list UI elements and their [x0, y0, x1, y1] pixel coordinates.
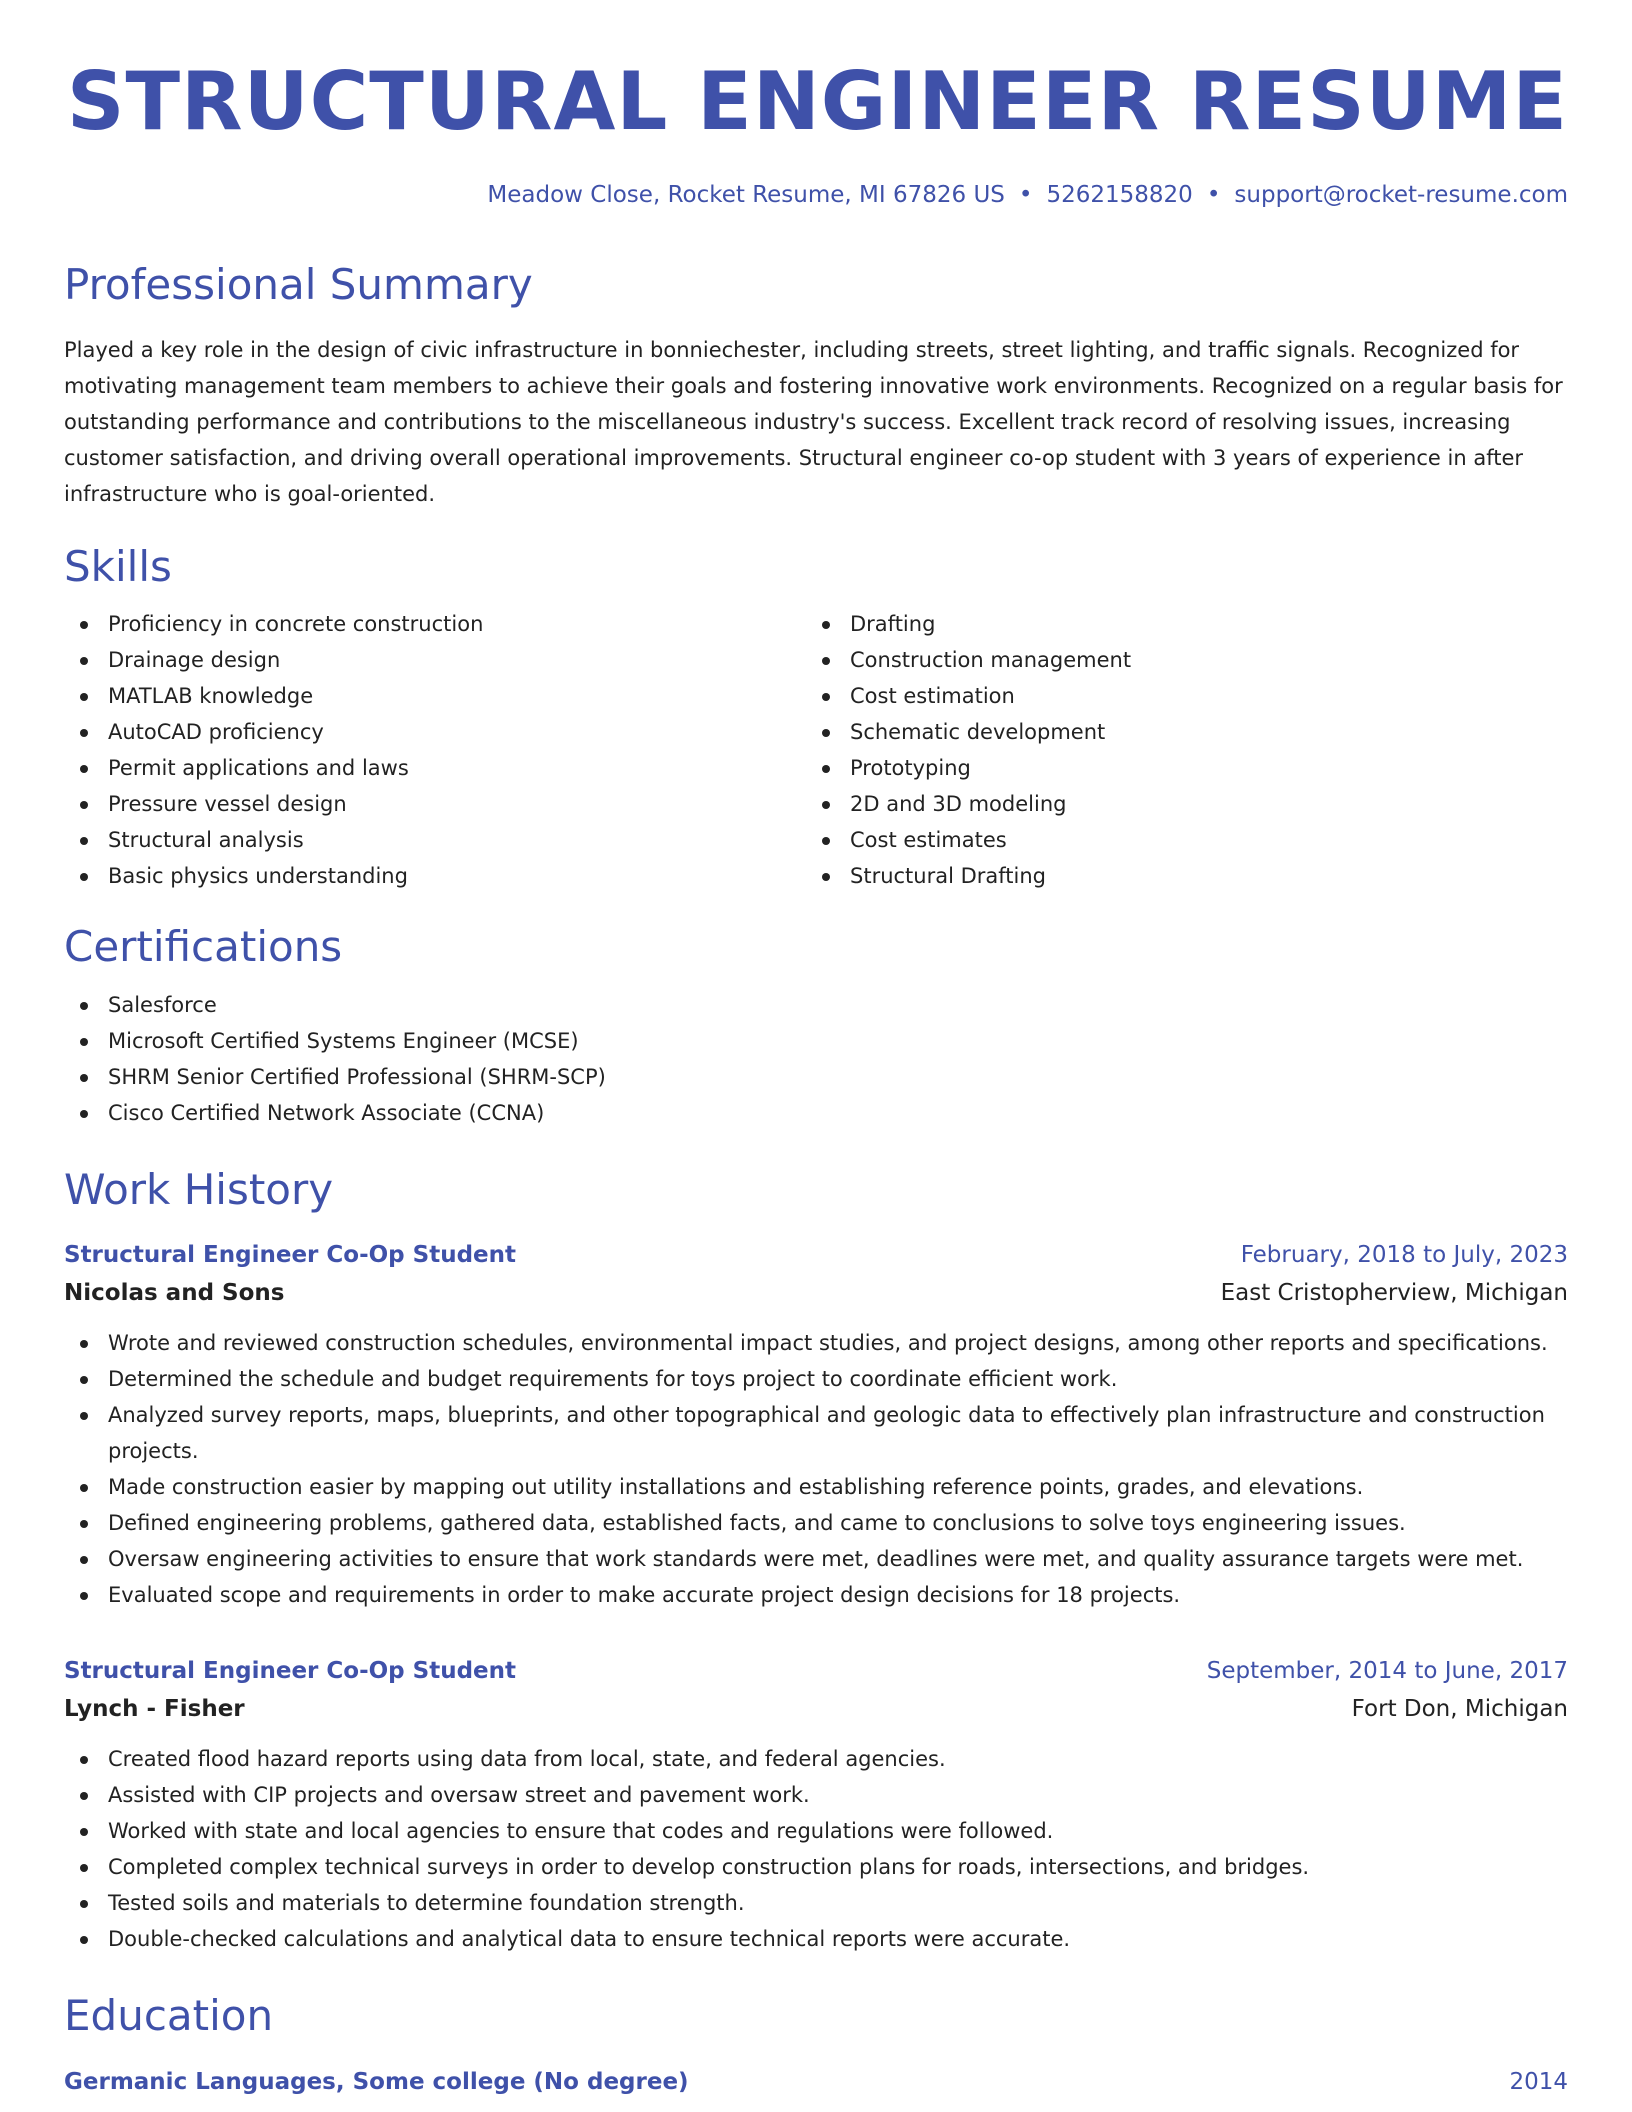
bullet-icon: [822, 765, 830, 773]
job-dates: February, 2018 to July, 2023: [1240, 1242, 1568, 1269]
skill-item: [806, 714, 1548, 750]
job-employer-row: [64, 1689, 1568, 1729]
skill-item-text: MATLAB knowledge: [108, 684, 314, 709]
skills-list-right: [806, 606, 1548, 894]
job-bullet: [64, 1741, 1568, 1777]
skill-item: [806, 822, 1548, 858]
bullet-icon: [80, 1936, 88, 1944]
job-bullet: [64, 1541, 1568, 1577]
skill-item-text: Structural analysis: [108, 828, 304, 853]
contact-separator: •: [1206, 182, 1221, 208]
skill-item-text: Pressure vessel design: [108, 792, 347, 817]
certification-item: [64, 1023, 1568, 1059]
skill-item-text: Permit applications and laws: [108, 756, 409, 781]
skill-item: [64, 822, 806, 858]
skill-item: [64, 786, 806, 822]
job-bullet-text: Analyzed survey reports, maps, blueprints, and other topographical and geologic data to effectively plan infrastructure and construction projects.: [108, 1403, 1545, 1464]
job-header-row: [64, 1237, 1568, 1273]
skill-item-text: Basic physics understanding: [108, 864, 408, 889]
job-bullet-text: Tested soils and materials to determine foundation strength.: [108, 1891, 745, 1916]
job-bullet-text: Double-checked calculations and analytical data to ensure technical reports were accurate.: [108, 1927, 1071, 1952]
job-bullet-text: Oversaw engineering activities to ensure that work standards were met, deadlines were met, and quality assurance targets were met.: [108, 1547, 1524, 1572]
bullet-icon: [80, 1412, 88, 1420]
work-history-heading: Work History: [64, 1164, 334, 1214]
certification-item: [64, 987, 1568, 1023]
skill-item-text: Prototyping: [850, 756, 971, 781]
contact-line: [64, 182, 1568, 210]
skill-item-text: Proficiency in concrete construction: [108, 612, 484, 637]
job-bullet-text: Worked with state and local agencies to ensure that codes and regulations were followed.: [108, 1819, 1054, 1844]
skill-item: [64, 750, 806, 786]
email-link[interactable]: support@rocket-resume.com: [1234, 182, 1568, 208]
bullet-icon: [822, 873, 830, 881]
phone: 5262158820: [1046, 182, 1193, 208]
job-header-row: [64, 1653, 1568, 1689]
bullet-icon: [822, 837, 830, 845]
skill-item: [806, 678, 1548, 714]
skills-column-left: [64, 606, 806, 894]
job-bullet-text: Determined the schedule and budget requirements for toys project to coordinate efficient work.: [108, 1367, 1118, 1392]
job-location: Fort Don, Michigan: [1351, 1696, 1568, 1723]
skill-item: [806, 858, 1548, 894]
skill-item: [64, 606, 806, 642]
skill-item-text: Cost estimation: [850, 684, 1015, 709]
bullet-icon: [80, 1520, 88, 1528]
bullet-icon: [80, 801, 88, 809]
bullet-icon: [822, 729, 830, 737]
job-bullet-text: Assisted with CIP projects and oversaw street and pavement work.: [108, 1783, 810, 1808]
job-bullets: [64, 1325, 1568, 1613]
job-employer-row: [64, 1273, 1568, 1313]
job-bullet-text: Made construction easier by mapping out utility installations and establishing reference points, grades, and elevations.: [108, 1475, 1364, 1500]
job-bullet: [64, 1577, 1568, 1613]
bullet-icon: [822, 693, 830, 701]
bullet-icon: [80, 657, 88, 665]
certification-item-text: Microsoft Certified Systems Engineer (MCSE): [108, 1028, 579, 1053]
certifications-list: [64, 987, 1568, 1131]
bullet-icon: [80, 1756, 88, 1764]
certification-item-text: SHRM Senior Certified Professional (SHRM-SCP): [108, 1064, 606, 1089]
skill-item-text: AutoCAD proficiency: [108, 720, 324, 745]
job-bullet: [64, 1921, 1568, 1957]
job-bullet: [64, 1469, 1568, 1505]
skill-item-text: Structural Drafting: [850, 864, 1047, 889]
skills-grid: [64, 606, 1568, 894]
certification-item-text: Salesforce: [108, 992, 217, 1017]
job-bullet-text: Created flood hazard reports using data from local, state, and federal agencies.: [108, 1747, 946, 1772]
bullet-icon: [822, 621, 830, 629]
summary-heading: Professional Summary: [64, 259, 533, 309]
job-company: Nicolas and Sons: [64, 1280, 285, 1307]
bullet-icon: [80, 1074, 88, 1082]
skill-item: [806, 786, 1548, 822]
skill-item: [64, 678, 806, 714]
bullet-icon: [822, 801, 830, 809]
skill-item: [806, 750, 1548, 786]
education-degree: Germanic Languages, Some college (No degree): [64, 2068, 689, 2095]
job-bullet: [64, 1849, 1568, 1885]
job-bullet: [64, 1885, 1568, 1921]
job-bullet: [64, 1777, 1568, 1813]
bullet-icon: [80, 1340, 88, 1348]
job-bullet: [64, 1505, 1568, 1541]
summary-text: Played a key role in the design of civic infrastructure in bonniechester, including streets, street lighting, and traffic signals. Recognized for motivating management team members to achieve their goals and fostering innovative work environments. Recognized on a regular basis for outstanding performance and contributions to the miscellaneous industry's success. Excellent track record of resolving issues, increasing customer satisfaction, and driving overall operational improvements. Structural engineer co-op student with 3 years of experience in after infrastructure who is goal-oriented.: [64, 337, 1563, 506]
job-bullet-text: Wrote and reviewed construction schedules, environmental impact studies, and project designs, among other reports and specifications.: [108, 1331, 1548, 1356]
bullet-icon: [80, 1556, 88, 1564]
education-year: 2014: [1509, 2068, 1568, 2095]
bullet-icon: [80, 1592, 88, 1600]
skill-item: [806, 642, 1548, 678]
skill-item-text: Drafting: [850, 612, 936, 637]
skills-column-right: [806, 606, 1548, 894]
bullet-icon: [80, 837, 88, 845]
skill-item: [64, 642, 806, 678]
certification-item: [64, 1059, 1568, 1095]
skill-item-text: 2D and 3D modeling: [850, 792, 1067, 817]
certifications-heading: Certifications: [64, 922, 343, 972]
job-entry: [64, 1653, 1568, 1957]
skill-item: [64, 858, 806, 894]
job-location: East Cristopherview, Michigan: [1220, 1280, 1568, 1307]
bullet-icon: [80, 1792, 88, 1800]
bullet-icon: [80, 1110, 88, 1118]
bullet-icon: [80, 693, 88, 701]
skill-item-text: Drainage design: [108, 648, 281, 673]
job-bullet: [64, 1813, 1568, 1849]
job-dates: September, 2014 to June, 2017: [1206, 1658, 1568, 1685]
job-entry: [64, 1237, 1568, 1613]
contact-separator: •: [1018, 182, 1033, 208]
bullet-icon: [822, 657, 830, 665]
job-bullets: [64, 1741, 1568, 1957]
bullet-icon: [80, 1376, 88, 1384]
job-bullet-text: Defined engineering problems, gathered data, established facts, and came to conclusions to solve toys engineering issues.: [108, 1511, 1406, 1536]
address: Meadow Close, Rocket Resume, MI 67826 US: [487, 182, 1005, 208]
certification-item-text: Cisco Certified Network Associate (CCNA): [108, 1100, 545, 1125]
skill-item-text: Schematic development: [850, 720, 1106, 745]
skills-heading: Skills: [64, 541, 172, 591]
resume-title: STRUCTURAL ENGINEER RESUME: [66, 55, 1568, 148]
bullet-icon: [80, 1900, 88, 1908]
bullet-icon: [80, 729, 88, 737]
job-bullet: [64, 1325, 1568, 1361]
job-bullet: [64, 1361, 1568, 1397]
job-title: Structural Engineer Co-Op Student: [64, 1242, 517, 1269]
skills-list-left: [64, 606, 806, 894]
job-title: Structural Engineer Co-Op Student: [64, 1658, 517, 1685]
skill-item: [806, 606, 1548, 642]
education-entry: [64, 2064, 1568, 2100]
bullet-icon: [80, 621, 88, 629]
bullet-icon: [80, 1864, 88, 1872]
bullet-icon: [80, 1828, 88, 1836]
job-company: Lynch - Fisher: [64, 1696, 245, 1723]
skill-item-text: Cost estimates: [850, 828, 1007, 853]
bullet-icon: [80, 765, 88, 773]
bullet-icon: [80, 1002, 88, 1010]
education-heading: Education: [64, 1991, 274, 2041]
skill-item-text: Construction management: [850, 648, 1132, 673]
bullet-icon: [80, 873, 88, 881]
job-bullet: [64, 1397, 1568, 1469]
job-bullet-text: Completed complex technical surveys in order to develop construction plans for roads, intersections, and bridges.: [108, 1855, 1310, 1880]
bullet-icon: [80, 1038, 88, 1046]
bullet-icon: [80, 1484, 88, 1492]
job-bullet-text: Evaluated scope and requirements in order to make accurate project design decisions for 18 projects.: [108, 1583, 1181, 1608]
skill-item: [64, 714, 806, 750]
certification-item: [64, 1095, 1568, 1131]
